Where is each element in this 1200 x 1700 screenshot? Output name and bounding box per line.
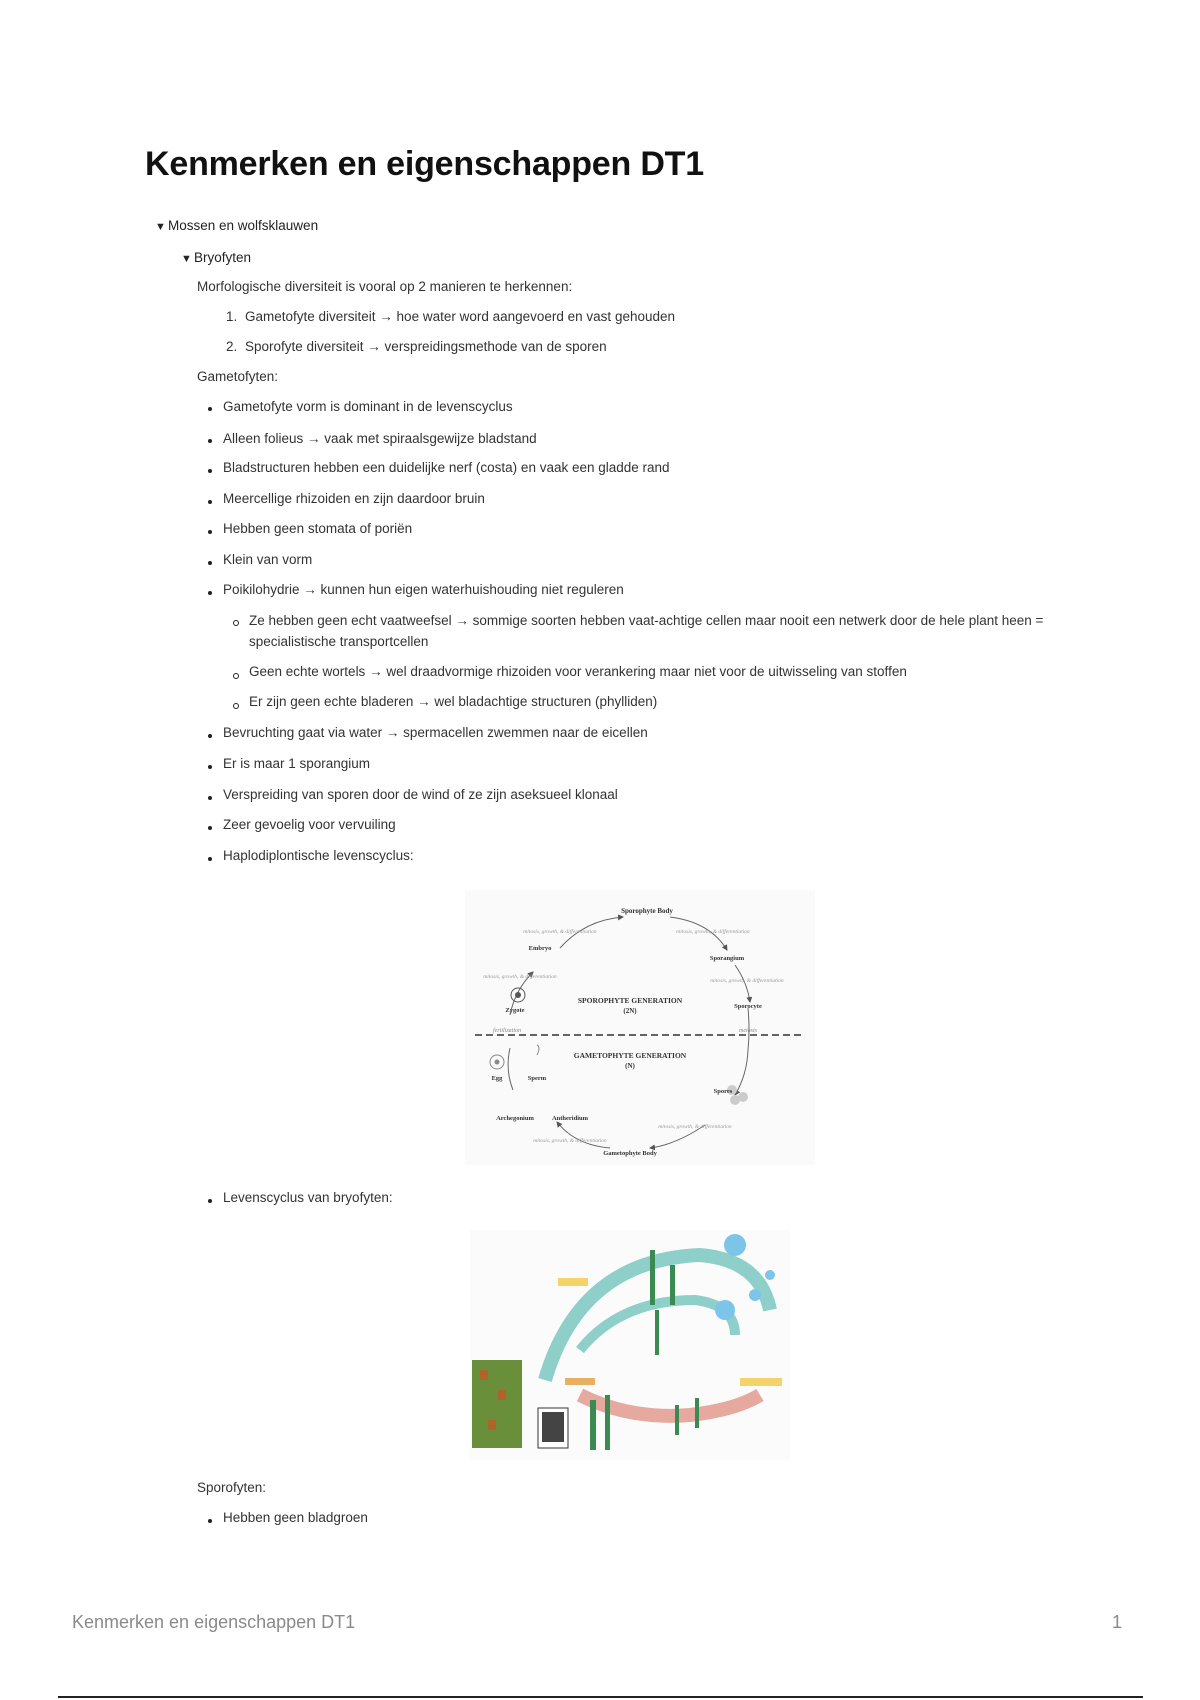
label-mitosis: mitosis, growth, & differentiation <box>710 978 784 984</box>
circle-bullet-icon <box>233 703 239 709</box>
footer-title: Kenmerken en eigenschappen DT1 <box>72 1612 356 1632</box>
footer-divider <box>58 1696 1143 1698</box>
label-sperm: Sperm <box>527 1075 547 1082</box>
key-label-box <box>740 1378 782 1386</box>
list-item: Hebben geen bladgroen <box>223 1510 368 1525</box>
list-item: Meercellige rhizoiden en zijn daardoor bruin <box>223 491 485 506</box>
toggle-label: Mossen en wolfsklauwen <box>168 218 319 233</box>
label-embryo: Embryo <box>528 945 552 952</box>
list-item: Klein van vorm <box>223 552 313 567</box>
intro-paragraph: Morfologische diversiteit is vooral op 2 manieren te herkennen: <box>197 279 573 294</box>
bullet-icon <box>208 591 212 595</box>
label-zygote: Zygote <box>505 1007 525 1014</box>
numbered-item: Sporofyte diversiteit → verspreidingsmethode van de sporen <box>245 339 607 354</box>
list-item: Hebben geen stomata of poriën <box>223 521 413 536</box>
label-mitosis: mitosis, growth, & differentiation <box>533 1138 607 1144</box>
label-n: (N) <box>625 1062 635 1070</box>
toggle-arrow-icon[interactable]: ▼ <box>155 221 166 233</box>
toggle-label: Bryofyten <box>194 250 252 265</box>
toggle-arrow-icon[interactable]: ▼ <box>181 253 192 265</box>
toggle-mossen-en-wolfsklauwen[interactable] <box>155 218 318 233</box>
label-spores: Spores <box>713 1088 733 1095</box>
label-mitosis: mitosis, growth, & differentiation <box>676 929 750 935</box>
list-item: Haplodiplontische levenscyclus: <box>223 848 414 863</box>
label-mitosis: mitosis, growth, & differentiation <box>523 929 597 935</box>
list-item: Poikilohydrie → kunnen hun eigen waterhuishouding niet reguleren <box>223 582 624 597</box>
numbered-item: Gametofyte diversiteit → hoe water word aangevoerd en vast gehouden <box>245 309 676 324</box>
sub-list-item: Ze hebben geen echt vaatweefsel → sommige soorten hebben vaat-achtige cellen maar nooit een netwerk door de hele plant heen = specialistische transportcellen <box>249 613 1044 649</box>
bullet-icon <box>208 734 212 738</box>
label-gametophyte-body: Gametophyte Body <box>603 1150 657 1157</box>
bullet-icon <box>208 765 212 769</box>
bryophyte-life-cycle-figure <box>470 1230 790 1460</box>
label-gametophyte-generation: GAMETOPHYTE GENERATION <box>573 1051 687 1060</box>
bullet-icon <box>208 826 212 830</box>
bullet-icon <box>208 561 212 565</box>
moss-photo <box>472 1360 522 1448</box>
bullet-icon <box>208 857 212 861</box>
page-title: Kenmerken en eigenschappen DT1 <box>145 145 704 183</box>
key-label-box <box>565 1378 595 1385</box>
label-sporangium: Sporangium <box>709 955 745 962</box>
section-heading-sporofyten: Sporofyten: <box>197 1480 267 1495</box>
bullet-icon <box>208 1519 212 1523</box>
circle-bullet-icon <box>233 673 239 679</box>
label-sporophyte-generation: SPOROPHYTE GENERATION <box>577 996 683 1005</box>
label-mitosis: mitosis, growth, & differentiation <box>658 1124 732 1130</box>
bullet-icon <box>208 796 212 800</box>
list-item: Verspreiding van sporen door de wind of ze zijn aseksueel klonaal <box>223 787 618 802</box>
label-archegonium: Archegonium <box>496 1115 534 1122</box>
section-heading-gametofyten: Gametofyten: <box>197 369 279 384</box>
bullet-icon <box>208 469 212 473</box>
label-antheridium: Antheridium <box>551 1115 589 1122</box>
bullet-icon <box>208 407 212 411</box>
list-number: 1. <box>226 309 238 324</box>
bullet-icon <box>208 1199 212 1203</box>
bullet-icon <box>208 500 212 504</box>
sub-list-item: Er zijn geen echte bladeren → wel bladachtige structuren (phylliden) <box>249 694 658 709</box>
legend-box <box>558 1278 588 1286</box>
list-number: 2. <box>226 339 238 354</box>
list-item: Levenscyclus van bryofyten: <box>223 1190 393 1205</box>
label-meiosis: meiosis <box>739 1028 757 1034</box>
circle-bullet-icon <box>233 620 239 626</box>
label-fertilization: fertilization <box>492 1028 522 1034</box>
list-item: Bevruchting gaat via water → spermacellen zwemmen naar de eicellen <box>223 725 648 740</box>
label-egg: Egg <box>491 1075 503 1082</box>
footer-page-number: 1 <box>1111 1612 1122 1632</box>
toggle-bryofyten[interactable] <box>181 250 251 265</box>
bullet-icon <box>208 530 212 534</box>
sub-list-item: Geen echte wortels → wel draadvormige rhizoiden voor verankering maar niet voor de uitwisseling van stoffen <box>249 664 907 679</box>
label-sporophyte-body: Sporophyte Body <box>621 907 673 915</box>
list-item: Alleen folieus → vaak met spiraalsgewijze bladstand <box>223 431 537 446</box>
label-2n: (2N) <box>623 1007 637 1015</box>
list-item: Gametofyte vorm is dominant in de levenscyclus <box>223 399 513 414</box>
label-sporocyte: Sporocyte <box>734 1003 762 1010</box>
bullet-icon <box>208 439 212 443</box>
list-item: Er is maar 1 sporangium <box>223 756 371 771</box>
life-cycle-diagram <box>465 890 815 1165</box>
label-mitosis: mitosis, growth, & differentiation <box>483 974 557 980</box>
list-item: Bladstructuren hebben een duidelijke nerf (costa) en vaak een gladde rand <box>223 460 670 475</box>
list-item: Zeer gevoelig voor vervuiling <box>223 817 396 832</box>
